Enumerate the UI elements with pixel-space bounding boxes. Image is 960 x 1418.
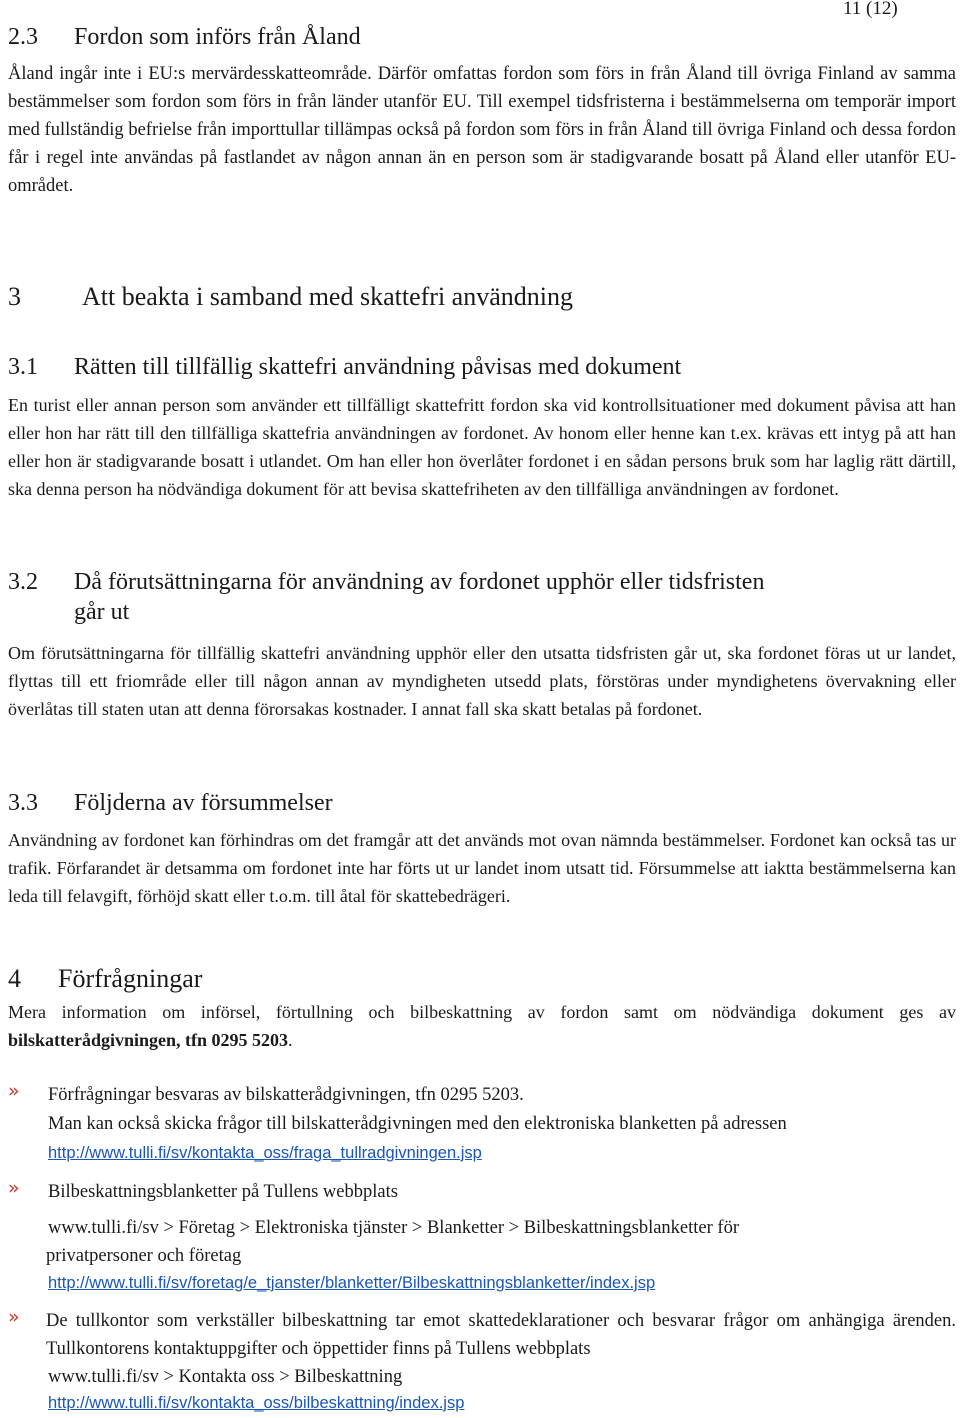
link-kontakta-bilbeskattning[interactable]: http://www.tulli.fi/sv/kontakta_oss/bilbeskattning/index.jsp — [48, 1394, 465, 1412]
info-bullet-3 — [8, 1307, 956, 1416]
section-number: 3.1 — [8, 354, 38, 380]
heading-4 — [8, 964, 202, 994]
paragraph-2-3: Åland ingår inte i EU:s mervärdesskatteområde. Därför omfattas fordon som förs in från Åland till övriga Finland av samma bestämmelser som fordon som förs in från länder utanför EU. Till exempel tidsfristerna i bestämmelserna om temporär import med fullständig befrielse från importtullar tillämpas också på fordon som förs in från Åland till övriga Finland och dessa fordon får i regel inte användas på fastlandet av någon annan än en person som är stadigvarande bosatt på Åland eller utanför EU-området. — [8, 64, 956, 196]
bullet-text: De tullkontor som verkställer bilbeskattning tar emot skattedeklarationer och besvarar frågor om anhängiga ärenden. Tullkontorens kontaktuppgifter och öppettider finns på Tullens webbplats — [46, 1311, 956, 1359]
section-title: Följderna av försummelser — [74, 790, 333, 816]
paragraph-3-1: En turist eller annan person som använder ett tillfälligt skattefritt fordon ska vid kontrollsituationer med dokument påvisa att han eller hon har rätt till den tillfälliga skattefria användningen av fordonet. Av honom eller henne kan t.ex. krävas ett intyg på att han eller hon är stadigvarande bosatt i utlandet. Om han eller hon överlåter fordonet i en sådan persons bruk som har laglig rätt därtill, ska denna person ha nödvändiga dokument för att bevisa skattefriheten av den tillfälliga användningen av fordonet. — [8, 395, 956, 499]
advisory-contact: bilskatterådgivningen, tfn 0295 5203 — [8, 1030, 289, 1050]
paragraph-4: Mera information om införsel, förtullning och bilbeskattning av fordon samt om nödvändiga dokument ges av bilskatterådgivningen, tfn 0295 5203. — [8, 1002, 956, 1050]
heading-3-3 — [8, 788, 333, 818]
section-title-line2: går ut — [74, 599, 130, 625]
breadcrumb-path: www.tulli.fi/sv > Företag > Elektroniska tjänster > Blanketter > Bilbeskattningsblanketter för — [48, 1218, 739, 1238]
double-arrow-icon: » — [8, 1177, 17, 1199]
double-arrow-icon: » — [8, 1306, 17, 1328]
double-arrow-icon: » — [8, 1080, 17, 1102]
section-title: Förfrågningar — [58, 964, 203, 993]
section-title: Att beakta i samband med skattefri användning — [82, 282, 573, 311]
section-number: 4 — [8, 964, 21, 993]
section-number: 3 — [8, 282, 21, 311]
section-number: 3.2 — [8, 569, 38, 595]
breadcrumb-path: www.tulli.fi/sv > Kontakta oss > Bilbeskattning — [48, 1367, 403, 1387]
info-bullet-2 — [8, 1178, 956, 1296]
breadcrumb-path-cont: privatpersoner och företag — [46, 1246, 242, 1266]
bullet-text: Bilbeskattningsblanketter på Tullens webbplats — [48, 1182, 398, 1202]
section-title: Rätten till tillfällig skattefri användning påvisas med dokument — [74, 354, 682, 380]
paragraph-3-2: Om förutsättningarna för tillfällig skattefri användning upphör eller den utsatta tidsfristen går ut, ska fordonet föras ut ur landet, flyttas till ett friområde eller till någon annan av myndigheten utsedd plats, förstöras under myndighetens övervakning eller överlåtas till staten utan att denna förorsakas kostnader. I annat fall ska skatt betalas på fordonet. — [8, 643, 956, 719]
heading-3-2 — [8, 567, 948, 627]
section-title: Fordon som införs från Åland — [74, 24, 361, 50]
info-bullet-1 — [8, 1081, 956, 1166]
link-bilbeskattningsblanketter[interactable]: http://www.tulli.fi/sv/foretag/e_tjanster/blanketter/Bilbeskattningsblanketter/index.jsp — [48, 1274, 656, 1292]
paragraph-3-3: Användning av fordonet kan förhindras om det framgår att det används mot ovan nämnda bestämmelser. Fordonet kan också tas ur trafik. Förfarandet är detsamma om fordonet inte har förts ut ur landet inom utsatt tid. Försummelse att iaktta bestämmelserna kan leda till felavgift, förhöjd skatt eller t.o.m. till åtal för skattebedrägeri. — [8, 830, 956, 906]
bullet-text: Förfrågningar besvaras av bilskatterådgivningen, tfn 0295 5203. — [48, 1085, 524, 1105]
page-number: 11 (12) — [843, 0, 898, 19]
section-title-line1: Då förutsättningarna för användning av fordonet upphör eller tidsfristen — [74, 569, 765, 595]
bullet-text: Man kan också skicka frågor till bilskatterådgivningen med den elektroniska blanketten på adressen — [48, 1114, 787, 1134]
heading-2-3 — [8, 22, 361, 52]
section-number: 3.3 — [8, 790, 38, 816]
heading-3-1 — [8, 352, 681, 382]
link-fraga-tullradgivningen[interactable]: http://www.tulli.fi/sv/kontakta_oss/fraga_tullradgivningen.jsp — [48, 1144, 482, 1162]
heading-3 — [8, 282, 573, 312]
section-number: 2.3 — [8, 24, 38, 50]
